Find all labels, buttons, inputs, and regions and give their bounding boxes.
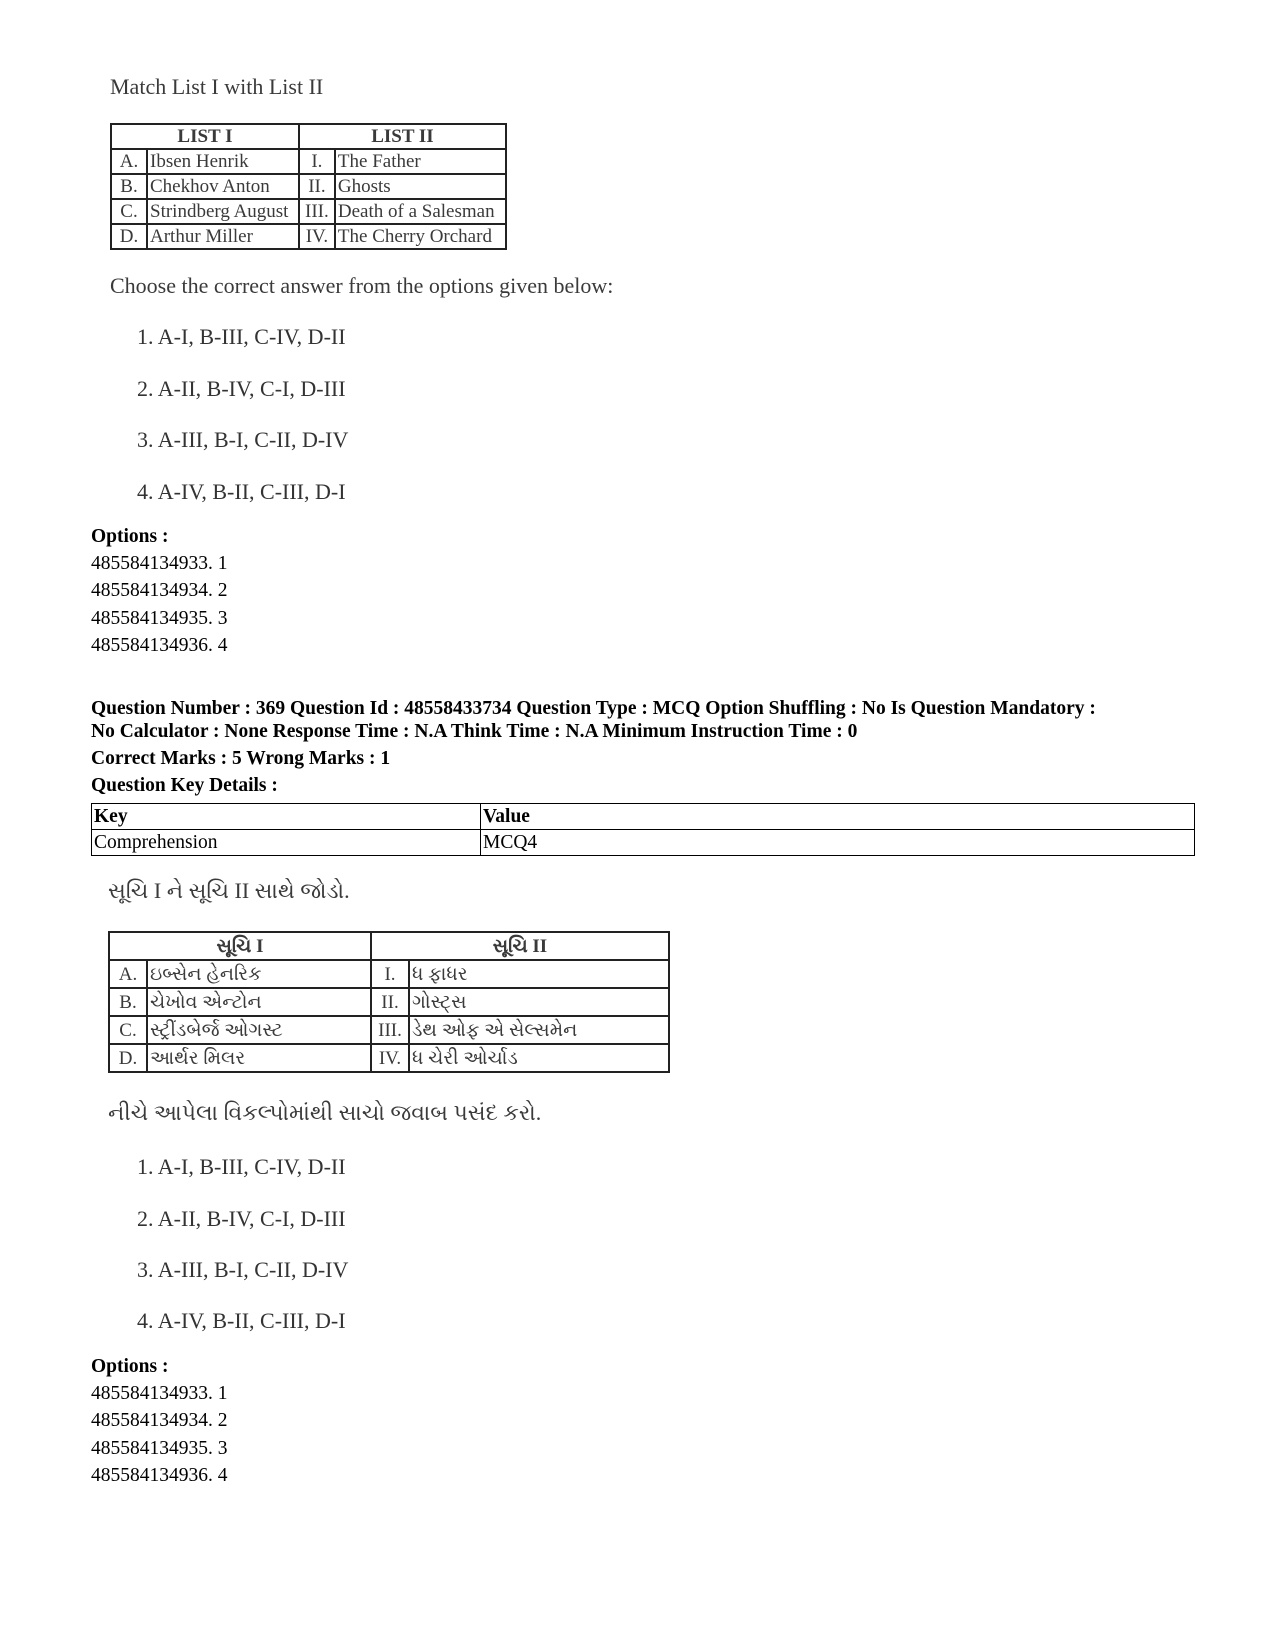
list1-header: LIST I [111, 124, 299, 149]
q2-match-table [108, 931, 670, 1073]
q2-choice-2: 2. A-II, B-IV, C-I, D-III [137, 1206, 346, 1231]
q2-choice-3: 3. A-III, B-I, C-II, D-IV [137, 1257, 349, 1282]
row-numeral: IV. [299, 224, 335, 249]
work-cell: ડેથ ઓફ એ સેલ્સમેન [409, 1016, 669, 1044]
table-row [109, 1016, 669, 1044]
question-key-details-label: Question Key Details : [91, 775, 278, 796]
author-cell: Chekhov Anton [147, 174, 299, 199]
list2-header: LIST II [299, 124, 506, 149]
row-letter: B. [111, 174, 147, 199]
q2-option-3: 485584134935. 3 [91, 1438, 228, 1459]
author-cell: Strindberg August [147, 199, 299, 224]
table-row [92, 830, 1195, 856]
table-row [111, 149, 506, 174]
q1-choice-4: 4. A-IV, B-II, C-III, D-I [137, 479, 346, 504]
q2-option-2: 485584134934. 2 [91, 1410, 228, 1431]
q1-option-3: 485584134935. 3 [91, 608, 228, 629]
key-cell: Comprehension [92, 830, 481, 856]
row-numeral: IV. [371, 1044, 409, 1072]
q1-choice-2: 2. A-II, B-IV, C-I, D-III [137, 376, 346, 401]
q2-instruction: નીચે આપેલા વિકલ્પોમાંથી સાચો જવાબ પસંદ કરો. [108, 1100, 542, 1125]
author-cell: Ibsen Henrik [147, 149, 299, 174]
q1-heading: Match List I with List II [110, 74, 324, 99]
row-numeral: I. [299, 149, 335, 174]
q1-match-table [110, 123, 507, 250]
row-letter: C. [111, 199, 147, 224]
work-cell: The Cherry Orchard [335, 224, 506, 249]
row-letter: B. [109, 988, 147, 1016]
q2-choice-1: 1. A-I, B-III, C-IV, D-II [137, 1154, 346, 1179]
q1-choice-1: 1. A-I, B-III, C-IV, D-II [137, 324, 346, 349]
key-header: Key [92, 804, 481, 830]
author-cell: Arthur Miller [147, 224, 299, 249]
q1-option-4: 485584134936. 4 [91, 635, 228, 656]
table-row [109, 1044, 669, 1072]
row-letter: D. [109, 1044, 147, 1072]
key-value-table [91, 803, 1195, 856]
table-row [109, 960, 669, 988]
value-cell: MCQ4 [481, 830, 1195, 856]
author-cell: સ્ટ્રીંડબેર્જ ઓગસ્ટ [147, 1016, 371, 1044]
q2-choice-4: 4. A-IV, B-II, C-III, D-I [137, 1308, 346, 1333]
table-row [111, 224, 506, 249]
row-numeral: I. [371, 960, 409, 988]
q1-option-1: 485584134933. 1 [91, 553, 228, 574]
value-header: Value [481, 804, 1195, 830]
table-row [111, 174, 506, 199]
author-cell: ચેખોવ એન્ટોન [147, 988, 371, 1016]
row-numeral: III. [371, 1016, 409, 1044]
q2-option-4: 485584134936. 4 [91, 1465, 228, 1486]
q2-option-1: 485584134933. 1 [91, 1383, 228, 1404]
q2-options-label: Options : [91, 1356, 169, 1377]
row-numeral: II. [371, 988, 409, 1016]
table-row [92, 804, 1195, 830]
q1-options-label: Options : [91, 526, 169, 547]
question-meta-line2: No Calculator : None Response Time : N.A Think Time : N.A Minimum Instruction Time : 0 [91, 721, 858, 742]
q1-option-2: 485584134934. 2 [91, 580, 228, 601]
table-row [111, 199, 506, 224]
row-letter: A. [111, 149, 147, 174]
list1-header: સૂચિ I [109, 932, 371, 960]
work-cell: ધ ચેરી ઓર્ચાડ [409, 1044, 669, 1072]
work-cell: ધ ફાધર [409, 960, 669, 988]
row-numeral: III. [299, 199, 335, 224]
question-meta-line1: Question Number : 369 Question Id : 48558433734 Question Type : MCQ Option Shuffling : No Is Question Mandatory : [91, 698, 1096, 719]
row-letter: D. [111, 224, 147, 249]
work-cell: Death of a Salesman [335, 199, 506, 224]
table-row [109, 988, 669, 1016]
work-cell: ગોસ્ટ્સ [409, 988, 669, 1016]
author-cell: આર્થર મિલર [147, 1044, 371, 1072]
list2-header: સૂચિ II [371, 932, 669, 960]
row-letter: A. [109, 960, 147, 988]
q2-heading: સૂચિ I ને સૂચિ II સાથે જોડો. [108, 878, 350, 903]
q1-choice-3: 3. A-III, B-I, C-II, D-IV [137, 427, 349, 452]
author-cell: ઇબ્સેન હેનરિક [147, 960, 371, 988]
work-cell: Ghosts [335, 174, 506, 199]
q1-instruction: Choose the correct answer from the options given below: [110, 273, 614, 298]
question-marks: Correct Marks : 5 Wrong Marks : 1 [91, 748, 391, 769]
row-letter: C. [109, 1016, 147, 1044]
row-numeral: II. [299, 174, 335, 199]
work-cell: The Father [335, 149, 506, 174]
